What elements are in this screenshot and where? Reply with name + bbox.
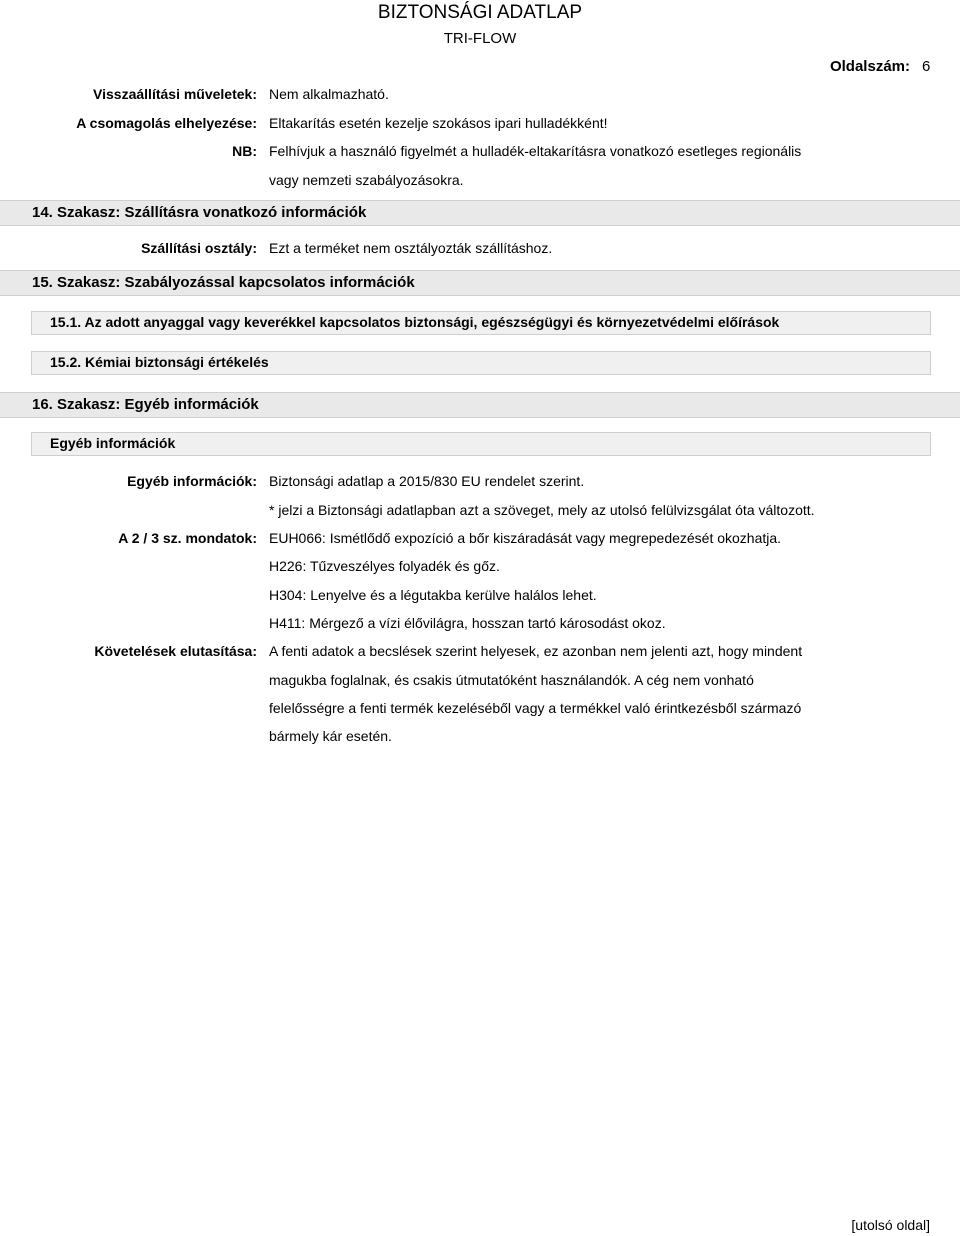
section-15-header: [0, 270, 960, 296]
page-number: 6: [922, 58, 931, 75]
subsection-heading: Egyéb információk: [50, 435, 176, 451]
section-16-header: [0, 392, 960, 418]
row-value: vagy nemzeti szabályozásokra.: [269, 172, 464, 188]
row-label: A 2 / 3 sz. mondatok:: [118, 530, 257, 546]
row-value: * jelzi a Biztonsági adatlapban azt a szöveget, mely az utolsó felülvizsgálat óta változott.: [269, 502, 815, 518]
product-name: TRI-FLOW: [443, 30, 517, 47]
row-value: H411: Mérgező a vízi élővilágra, hosszan tartó károsodást okoz.: [269, 615, 666, 631]
row-value: Biztonsági adatlap a 2015/830 EU rendelet szerint.: [269, 473, 585, 489]
section-heading: 15. Szakasz: Szabályozással kapcsolatos információk: [32, 274, 415, 291]
section-heading: 14. Szakasz: Szállításra vonatkozó információk: [32, 204, 367, 221]
subsection-other-info: [31, 432, 931, 456]
row-value: Felhívjuk a használó figyelmét a hulladék-eltakarításra vonatkozó esetleges regionális: [269, 143, 802, 159]
row-value: EUH066: Ismétlődő expozíció a bőr kiszáradását vagy megrepedezését okozhatja.: [269, 530, 782, 546]
transport-class-value: Ezt a terméket nem osztályozták szállításhoz.: [269, 240, 553, 256]
row-value: Nem alkalmazható.: [269, 86, 389, 102]
last-page-marker: [utolsó oldal]: [851, 1217, 930, 1233]
row-value: H304: Lenyelve és a légutakba kerülve halálos lehet.: [269, 587, 597, 603]
row-value: A fenti adatok a becslések szerint helyesek, ez azonban nem jelenti azt, hogy mindent: [269, 643, 803, 659]
row-label: A csomagolás elhelyezése:: [76, 115, 257, 131]
row-label: Visszaállítási műveletek:: [93, 86, 257, 102]
row-value: magukba foglalnak, és csakis útmutatóként használandók. A cég nem vonható: [269, 672, 754, 688]
row-value: bármely kár esetén.: [269, 728, 392, 744]
row-label: NB:: [232, 143, 257, 159]
row-label: Egyéb információk:: [127, 473, 257, 489]
row-value: Eltakarítás esetén kezelje szokásos ipari hulladékként!: [269, 115, 608, 131]
page-number-label: Oldalszám:: [829, 58, 910, 75]
subsection-15-2: [31, 351, 931, 375]
document-title: BIZTONSÁGI ADATLAP: [377, 2, 583, 23]
row-label: Követelések elutasítása:: [94, 643, 257, 659]
section-heading: 16. Szakasz: Egyéb információk: [32, 396, 259, 413]
transport-class-label: Szállítási osztály:: [141, 240, 257, 256]
row-value: H226: Tűzveszélyes folyadék és gőz.: [269, 558, 500, 574]
subsection-15-1: [31, 311, 931, 335]
row-value: felelősségre a fenti termék kezeléséből vagy a termékkel való érintkezésből származó: [269, 700, 802, 716]
subsection-heading: 15.2. Kémiai biztonsági értékelés: [50, 354, 269, 370]
section-14-header: [0, 200, 960, 226]
subsection-heading: 15.1. Az adott anyaggal vagy keverékkel kapcsolatos biztonsági, egészségügyi és környezetvédelmi előírások: [50, 314, 780, 330]
